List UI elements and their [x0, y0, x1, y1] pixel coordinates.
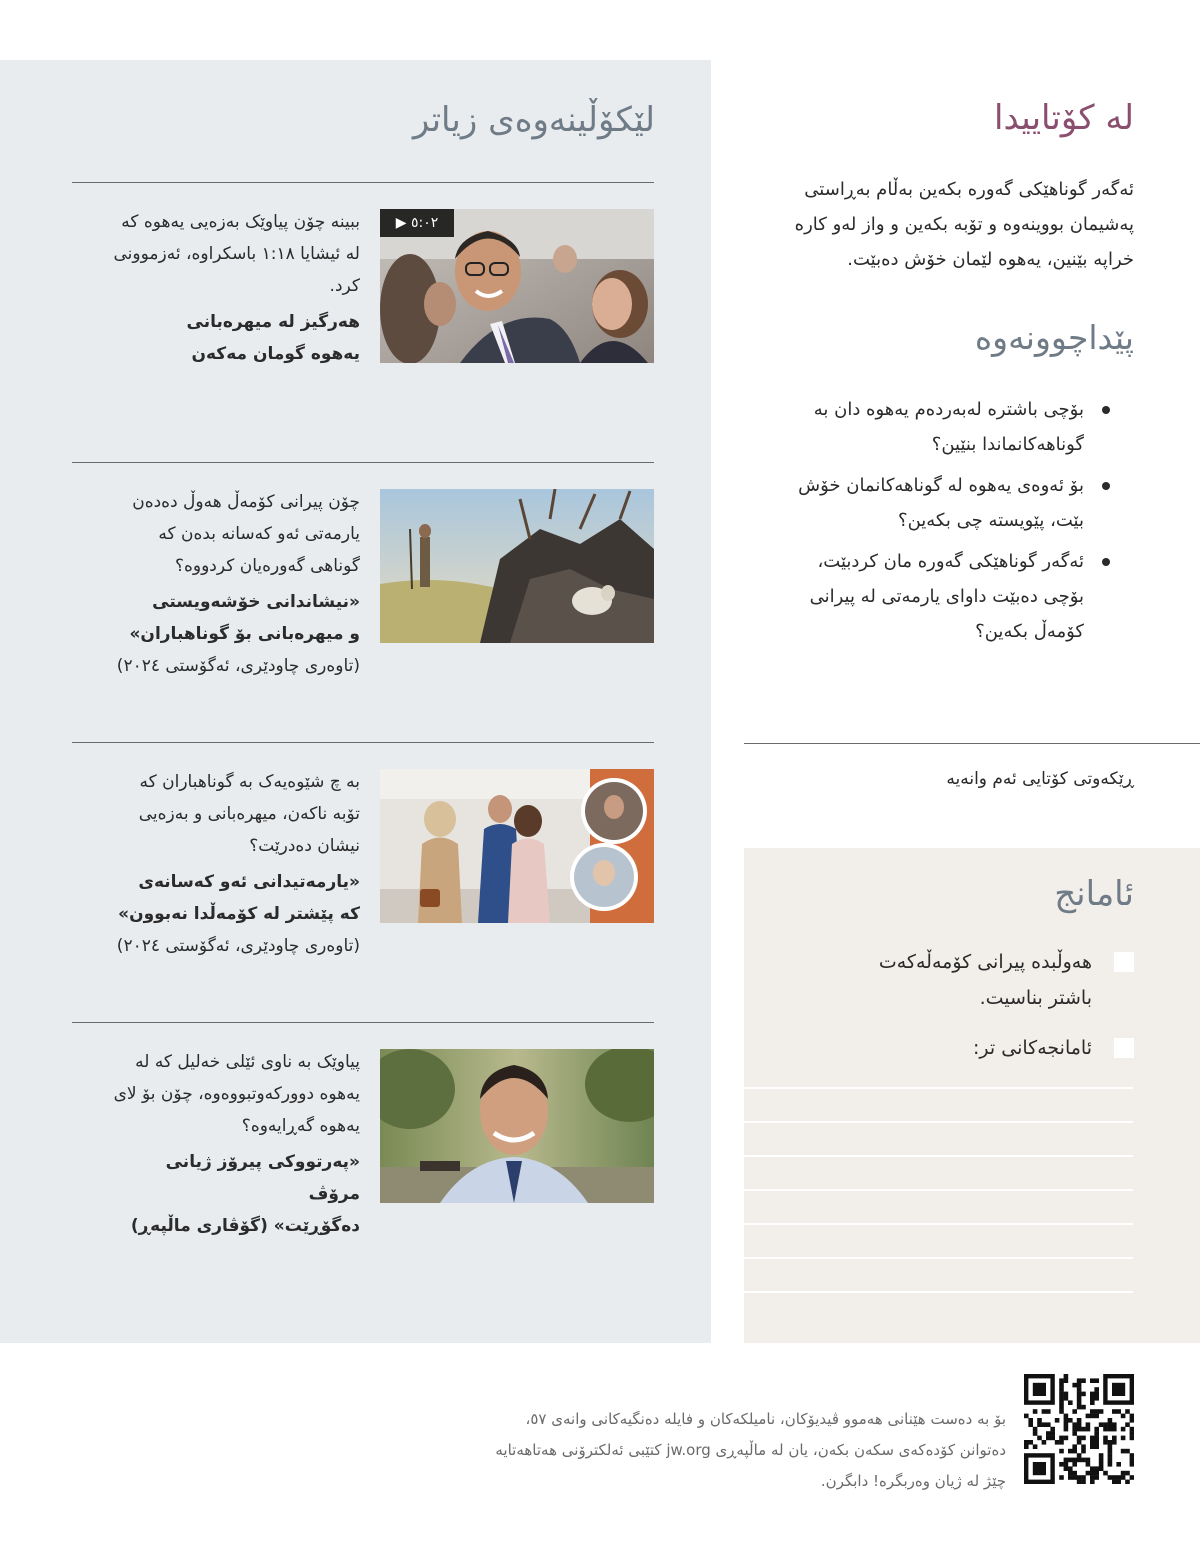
card-question: چۆن پیرانی کۆمەڵ هەوڵ دەدەن یارمەتی ئەو کەسانە بدەن کە گوناهی گەورەیان کردووە؟ — [132, 492, 360, 576]
writing-line[interactable] — [744, 1291, 1133, 1293]
thumbnail-shepherd-sheep[interactable] — [380, 489, 654, 643]
goal-item — [834, 944, 1134, 1016]
bullet-icon — [1102, 558, 1110, 566]
card-question: پیاوێک بە ناوی ئێلی خەلیل کە لە یەهوە دوورکەوتبووەوە، چۆن بۆ لای یەهوە گەڕایەوە؟ — [113, 1052, 360, 1136]
card-source: (تاوەری چاودێری، ئەگۆستی ٢٠٢٤) — [116, 936, 360, 956]
goal-text: ئامانجەکانی تر: — [973, 1037, 1092, 1059]
goal-checkbox[interactable] — [1114, 952, 1134, 972]
writing-line[interactable] — [744, 1223, 1133, 1225]
more-study-title: لێکۆڵینەوەی زیاتر — [412, 100, 655, 140]
writing-line[interactable] — [744, 1257, 1133, 1259]
greeting-image — [380, 769, 654, 923]
study-card-3 — [110, 766, 360, 962]
qr-code-graphic — [1024, 1374, 1134, 1484]
thumbnail-kingdom-hall-greeting[interactable] — [380, 769, 654, 923]
qr-code-icon[interactable] — [1024, 1374, 1134, 1484]
card-title[interactable]: «نیشاندانی خۆشەویستی و میهرەبانی بۆ گوناهباران» — [129, 592, 360, 644]
goal-text: هەوڵبدە پیرانی کۆمەڵەکەت باشتر بناسیت. — [878, 951, 1092, 1009]
play-icon: ▶ — [395, 215, 407, 231]
bullet-icon — [1102, 406, 1110, 414]
video-thumbnail-smiling-man[interactable] — [380, 209, 654, 363]
video-duration-badge — [380, 209, 454, 237]
conclusion-title: لە کۆتاییدا — [994, 98, 1134, 138]
goals-box — [744, 848, 1200, 1343]
card-question: ببینە چۆن پیاوێک بەزەیی یەهوە کە لە ئیشایا ١:١٨ باسکراوە، ئەزموونی کرد. — [113, 212, 360, 296]
shepherd-painting-image — [380, 489, 654, 643]
card-question: بە چ شێوەیەک بە گوناهباران کە تۆبە ناکەن، میهرەبانی و بەزەیی نیشان دەدرێت؟ — [138, 772, 360, 856]
writing-line[interactable] — [744, 1087, 1133, 1089]
thumbnail-man-portrait[interactable] — [380, 1049, 654, 1203]
writing-line[interactable] — [744, 1155, 1133, 1157]
card-title[interactable]: «یارمەتیدانی ئەو کەسانەی کە پێشتر لە کۆمەڵدا نەبوون» — [118, 872, 360, 924]
writing-line[interactable] — [744, 1121, 1133, 1123]
review-list — [774, 392, 1134, 655]
card-source: (تاوەری چاودێری، ئەگۆستی ٢٠٢٤) — [116, 656, 360, 676]
divider — [72, 182, 654, 183]
study-card-4 — [110, 1046, 360, 1242]
study-card-2 — [110, 486, 360, 682]
card-title[interactable]: هەرگیز لە میهرەبانی یەهوە گومان مەکەن — [186, 312, 360, 364]
divider — [72, 742, 654, 743]
divider — [72, 1022, 654, 1023]
review-title: پێداچوونەوە — [974, 318, 1134, 357]
bullet-icon — [1102, 482, 1110, 490]
goal-checkbox[interactable] — [1114, 1038, 1134, 1058]
goal-item — [834, 1030, 1134, 1066]
footer-text: بۆ بە دەست هێنانی هەموو ڤیدیۆکان، نامیلکەکان و فایلە دەنگیەکانی وانەی ٥٧، دەتوانن کۆدەکەی سکەن بکەن، یان لە ماڵپەڕی jw.org کتێبی ئەلکترۆنی هەتاهەتایە چێژ لە ژیان وەربگرە! دابگرن. — [495, 1410, 1006, 1490]
goals-title: ئامانج — [1054, 874, 1134, 914]
conclusion-body: ئەگەر گوناهێکی گەورە بکەین بەڵام بەڕاستی پەشیمان بووینەوە و تۆبە بکەین و واز لەو کارە خراپە بێنین، یەهوە لێمان خۆش دەبێت. — [794, 179, 1134, 270]
completion-date-label: ڕێکەوتی کۆتایی ئەم وانەیە — [946, 769, 1134, 789]
man-portrait-image — [380, 1049, 654, 1203]
divider — [72, 462, 654, 463]
video-duration: ٥:٠٢ — [410, 215, 439, 231]
card-title[interactable]: «پەرتووکی پیرۆز ژیانی مرۆڤ دەگۆڕێت» (گۆڤاری ماڵپەڕ) — [130, 1152, 360, 1236]
review-question: ئەگەر گوناهێکی گەورە مان کردبێت، بۆچی دەبێت داوای یارمەتی لە پیرانی کۆمەڵ بکەین؟ — [774, 544, 1134, 649]
divider — [744, 743, 1200, 744]
review-question: بۆ ئەوەی یەهوە لە گوناهەکانمان خۆش بێت، پێویستە چی بکەین؟ — [774, 468, 1134, 538]
writing-line[interactable] — [744, 1189, 1133, 1191]
review-question: بۆچی باشترە لەبەردەم یەهوە دان بە گوناهەکانماندا بنێین؟ — [774, 392, 1134, 462]
study-card-1 — [110, 206, 360, 370]
